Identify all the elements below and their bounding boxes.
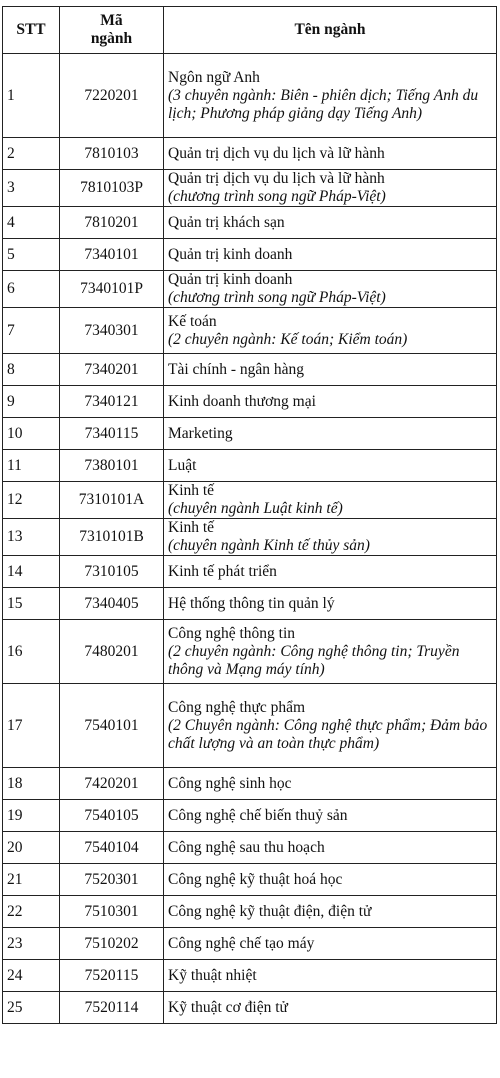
row-name-cell: [164, 864, 497, 896]
row-major-note: (3 chuyên ngành: Biên - phiên dịch; Tiếng Anh du lịch; Phương pháp giảng dạy Tiếng Anh): [168, 86, 479, 122]
header-code-line1: Mã: [100, 12, 123, 29]
row-stt: 15: [3, 588, 60, 620]
table-row: [3, 450, 497, 482]
row-stt: 16: [3, 620, 60, 684]
row-name-cell: [164, 207, 497, 239]
table-row: [3, 556, 497, 588]
row-name-cell: [164, 588, 497, 620]
row-stt: 23: [3, 928, 60, 960]
header-code: [60, 7, 164, 54]
row-major-name: Kinh tế: [168, 482, 215, 499]
row-name-cell: [164, 54, 497, 138]
row-code: 7810201: [60, 207, 164, 239]
row-code: 7520114: [60, 992, 164, 1024]
table-row: [3, 138, 497, 170]
table-row: [3, 960, 497, 992]
row-major-name: Kinh tế phát triển: [168, 562, 277, 580]
row-stt: 5: [3, 239, 60, 271]
table-row: [3, 896, 497, 928]
table-row: [3, 620, 497, 684]
row-major-name: Luật: [168, 456, 197, 474]
row-stt: 1: [3, 54, 60, 138]
row-major-name: Công nghệ sinh học: [168, 774, 292, 792]
table-row: [3, 864, 497, 896]
row-stt: 25: [3, 992, 60, 1024]
row-code: 7310105: [60, 556, 164, 588]
table-row: [3, 386, 497, 418]
row-stt: 2: [3, 138, 60, 170]
row-name-cell: [164, 271, 497, 308]
row-major-note: (chuyên ngành Luật kinh tế): [168, 500, 343, 517]
row-code: 7340201: [60, 354, 164, 386]
row-stt: 17: [3, 684, 60, 768]
row-name-cell: [164, 768, 497, 800]
table-row: [3, 239, 497, 271]
row-name-cell: [164, 386, 497, 418]
row-major-name: Quản trị khách sạn: [168, 213, 285, 231]
row-major-name: Công nghệ sau thu hoạch: [168, 838, 325, 856]
row-code: 7540104: [60, 832, 164, 864]
row-stt: 19: [3, 800, 60, 832]
row-code: 7810103P: [60, 170, 164, 207]
table-row: [3, 207, 497, 239]
row-name-cell: [164, 170, 497, 207]
row-major-name: Tài chính - ngân hàng: [168, 360, 305, 378]
row-major-name: Quản trị kinh doanh: [168, 245, 293, 263]
table-row: [3, 418, 497, 450]
row-major-name: Kế toán: [168, 312, 217, 330]
row-major-name: Marketing: [168, 424, 233, 442]
row-code: 7810103: [60, 138, 164, 170]
row-name-cell: [164, 354, 497, 386]
row-major-name: Ngôn ngữ Anh: [168, 68, 260, 86]
row-name-cell: [164, 620, 497, 684]
row-code: 7480201: [60, 620, 164, 684]
row-stt: 11: [3, 450, 60, 482]
row-stt: 4: [3, 207, 60, 239]
row-code: 7340101P: [60, 271, 164, 308]
row-name-cell: [164, 138, 497, 170]
row-name-cell: [164, 556, 497, 588]
row-major-name: Công nghệ kỹ thuật điện, điện tử: [168, 902, 372, 920]
row-stt: 9: [3, 386, 60, 418]
row-code: 7510301: [60, 896, 164, 928]
table-header-row: [3, 7, 497, 54]
row-major-note: (2 Chuyên ngành: Công nghệ thực phẩm; Đảm bảo chất lượng và an toàn thực phẩm): [168, 716, 488, 752]
row-major-name: Quản trị dịch vụ du lịch và lữ hành: [168, 170, 385, 187]
row-name-cell: [164, 832, 497, 864]
table-row: [3, 588, 497, 620]
row-name-cell: [164, 896, 497, 928]
row-code: 7380101: [60, 450, 164, 482]
row-stt: 12: [3, 482, 60, 519]
table-row: [3, 271, 497, 308]
row-code: 7520115: [60, 960, 164, 992]
row-major-name: Công nghệ thông tin: [168, 624, 296, 642]
row-major-name: Công nghệ kỹ thuật hoá học: [168, 870, 343, 888]
row-stt: 22: [3, 896, 60, 928]
row-stt: 24: [3, 960, 60, 992]
row-major-name: Kỹ thuật nhiệt: [168, 966, 257, 984]
row-code: 7220201: [60, 54, 164, 138]
row-major-name: Công nghệ chế biến thuỷ sản: [168, 806, 348, 824]
row-name-cell: [164, 992, 497, 1024]
header-code-line2: ngành: [90, 30, 133, 47]
row-name-cell: [164, 239, 497, 271]
table-row: [3, 308, 497, 354]
table-row: [3, 482, 497, 519]
row-code: 7340115: [60, 418, 164, 450]
row-stt: 14: [3, 556, 60, 588]
row-stt: 21: [3, 864, 60, 896]
row-code: 7510202: [60, 928, 164, 960]
table-row: [3, 928, 497, 960]
row-code: 7310101B: [60, 519, 164, 556]
row-stt: 7: [3, 308, 60, 354]
header-stt: STT: [3, 7, 60, 54]
row-major-name: Công nghệ thực phẩm: [168, 698, 306, 716]
table-row: [3, 170, 497, 207]
row-stt: 10: [3, 418, 60, 450]
row-name-cell: [164, 800, 497, 832]
row-major-name: Công nghệ chế tạo máy: [168, 934, 315, 952]
row-name-cell: [164, 418, 497, 450]
row-major-name: Kỹ thuật cơ điện tử: [168, 998, 288, 1016]
row-code: 7340301: [60, 308, 164, 354]
row-code: 7540101: [60, 684, 164, 768]
table-row: [3, 800, 497, 832]
row-name-cell: [164, 684, 497, 768]
table-row: [3, 54, 497, 138]
row-stt: 18: [3, 768, 60, 800]
table-row: [3, 684, 497, 768]
row-name-cell: [164, 308, 497, 354]
majors-table: [2, 6, 497, 1024]
row-code: 7340101: [60, 239, 164, 271]
row-major-note: (2 chuyên ngành: Kế toán; Kiểm toán): [168, 330, 408, 348]
row-name-cell: [164, 928, 497, 960]
header-name: Tên ngành: [164, 7, 497, 54]
table-row: [3, 354, 497, 386]
row-major-name: Kinh doanh thương mại: [168, 392, 316, 410]
table-row: [3, 519, 497, 556]
row-name-cell: [164, 450, 497, 482]
row-major-note: (chương trình song ngữ Pháp-Việt): [168, 188, 386, 205]
row-code: 7520301: [60, 864, 164, 896]
row-code: 7310101A: [60, 482, 164, 519]
row-stt: 3: [3, 170, 60, 207]
row-stt: 13: [3, 519, 60, 556]
row-major-note: (chuyên ngành Kinh tế thủy sản): [168, 537, 370, 554]
row-code: 7340121: [60, 386, 164, 418]
row-major-name: Hệ thống thông tin quản lý: [168, 594, 335, 612]
row-major-note: (chương trình song ngữ Pháp-Việt): [168, 289, 386, 306]
row-stt: 20: [3, 832, 60, 864]
row-stt: 8: [3, 354, 60, 386]
row-code: 7340405: [60, 588, 164, 620]
table-row: [3, 832, 497, 864]
row-major-name: Quản trị kinh doanh: [168, 271, 293, 288]
row-major-name: Kinh tế: [168, 519, 215, 536]
row-code: 7420201: [60, 768, 164, 800]
table-body: [3, 54, 497, 1024]
row-major-name: Quản trị dịch vụ du lịch và lữ hành: [168, 144, 385, 162]
row-code: 7540105: [60, 800, 164, 832]
row-name-cell: [164, 960, 497, 992]
row-name-cell: [164, 482, 497, 519]
table-row: [3, 768, 497, 800]
row-name-cell: [164, 519, 497, 556]
row-major-note: (2 chuyên ngành: Công nghệ thông tin; Truyền thông và Mạng máy tính): [168, 642, 460, 678]
table-row: [3, 992, 497, 1024]
row-stt: 6: [3, 271, 60, 308]
